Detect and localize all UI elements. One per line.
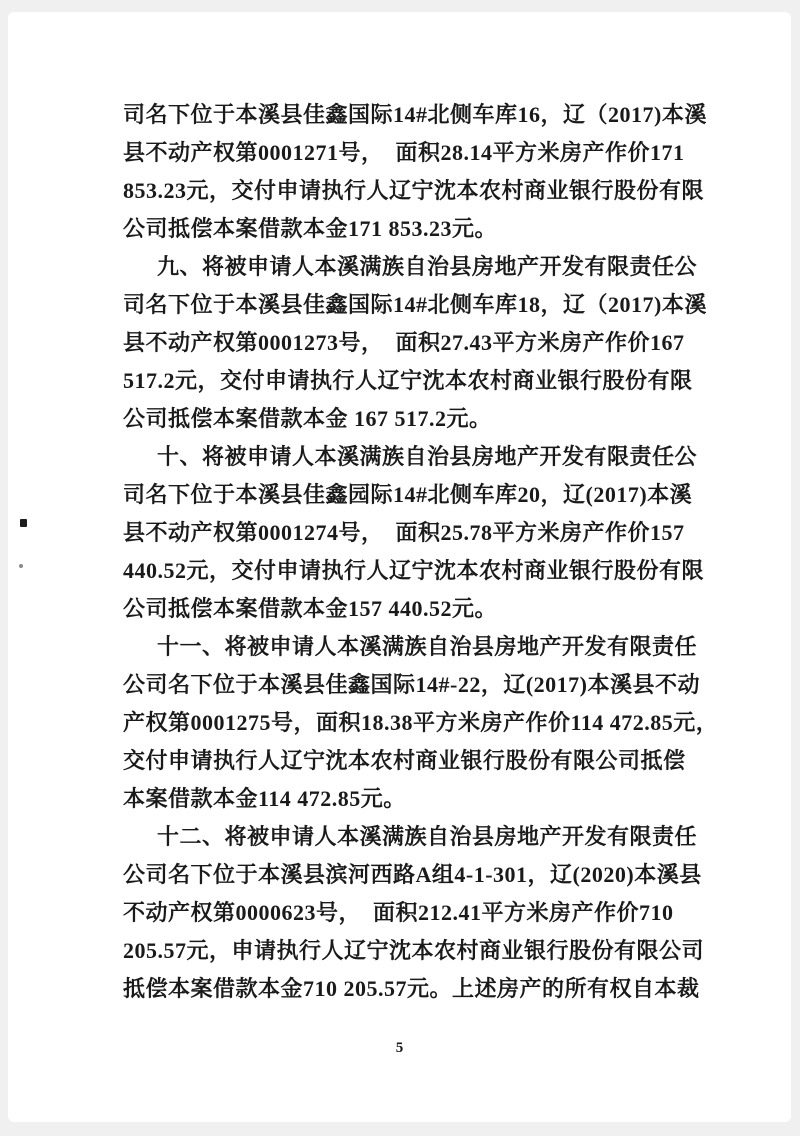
text-line: 公司抵偿本案借款本金171 853.23元。 xyxy=(123,216,498,241)
paragraph-item-9 xyxy=(123,248,707,438)
text-line: 公司抵偿本案借款本金 167 517.2元。 xyxy=(123,406,492,431)
document-page xyxy=(8,12,791,1122)
paragraph-item-8-continuation xyxy=(123,96,707,248)
text-line: 本案借款本金114 472.85元。 xyxy=(123,786,406,811)
text-line: 县不动产权第0001273号， 面积27.43平方米房产作价167 xyxy=(123,330,685,355)
paragraph-item-11 xyxy=(123,628,719,818)
document-text xyxy=(123,96,719,1008)
text-line: 司名下位于本溪县佳鑫国际14#北侧车库18，辽（2017)本溪 xyxy=(123,292,707,317)
text-line: 205.57元，申请执行人辽宁沈本农村商业银行股份有限公司 xyxy=(123,938,705,963)
text-line: 公司抵偿本案借款本金157 440.52元。 xyxy=(123,596,498,621)
text-line: 十一、将被申请人本溪满族自治县房地产开发有限责任 xyxy=(157,634,698,659)
text-line: 产权第0001275号，面积18.38平方米房产作价114 472.85元， xyxy=(123,710,719,735)
text-line: 十二、将被申请人本溪满族自治县房地产开发有限责任 xyxy=(157,824,698,849)
text-line: 县不动产权第0001274号， 面积25.78平方米房产作价157 xyxy=(123,520,685,545)
scan-artifact-dot-small xyxy=(19,564,23,568)
paragraph-item-10 xyxy=(123,438,705,628)
text-line: 九、将被申请人本溪满族自治县房地产开发有限责任公 xyxy=(157,254,698,279)
paragraph-item-12 xyxy=(123,818,705,1008)
text-line: 公司名下位于本溪县滨河西路A组4-1-301，辽(2020)本溪县 xyxy=(123,862,702,887)
text-line: 517.2元，交付申请执行人辽宁沈本农村商业银行股份有限 xyxy=(123,368,693,393)
text-line: 司名下位于本溪县佳鑫国际14#北侧车库16，辽（2017)本溪 xyxy=(123,102,707,127)
scan-artifact-dot xyxy=(20,519,27,527)
text-line: 853.23元，交付申请执行人辽宁沈本农村商业银行股份有限 xyxy=(123,178,705,203)
text-line: 县不动产权第0001271号， 面积28.14平方米房产作价171 xyxy=(123,140,685,165)
text-line: 不动产权第0000623号， 面积212.41平方米房产作价710 xyxy=(123,900,674,925)
text-line: 司名下位于本溪县佳鑫园际14#北侧车库20，辽(2017)本溪 xyxy=(123,482,693,507)
page-number: 5 xyxy=(395,1040,404,1056)
text-line: 公司名下位于本溪县佳鑫国际14#-22，辽(2017)本溪县不动 xyxy=(123,672,700,697)
text-line: 抵偿本案借款本金710 205.57元。上述房产的所有权自本裁 xyxy=(123,976,700,1001)
text-line: 十、将被申请人本溪满族自治县房地产开发有限责任公 xyxy=(157,444,698,469)
text-line: 交付申请执行人辽宁沈本农村商业银行股份有限公司抵偿 xyxy=(123,748,686,773)
text-line: 440.52元，交付申请执行人辽宁沈本农村商业银行股份有限 xyxy=(123,558,705,583)
